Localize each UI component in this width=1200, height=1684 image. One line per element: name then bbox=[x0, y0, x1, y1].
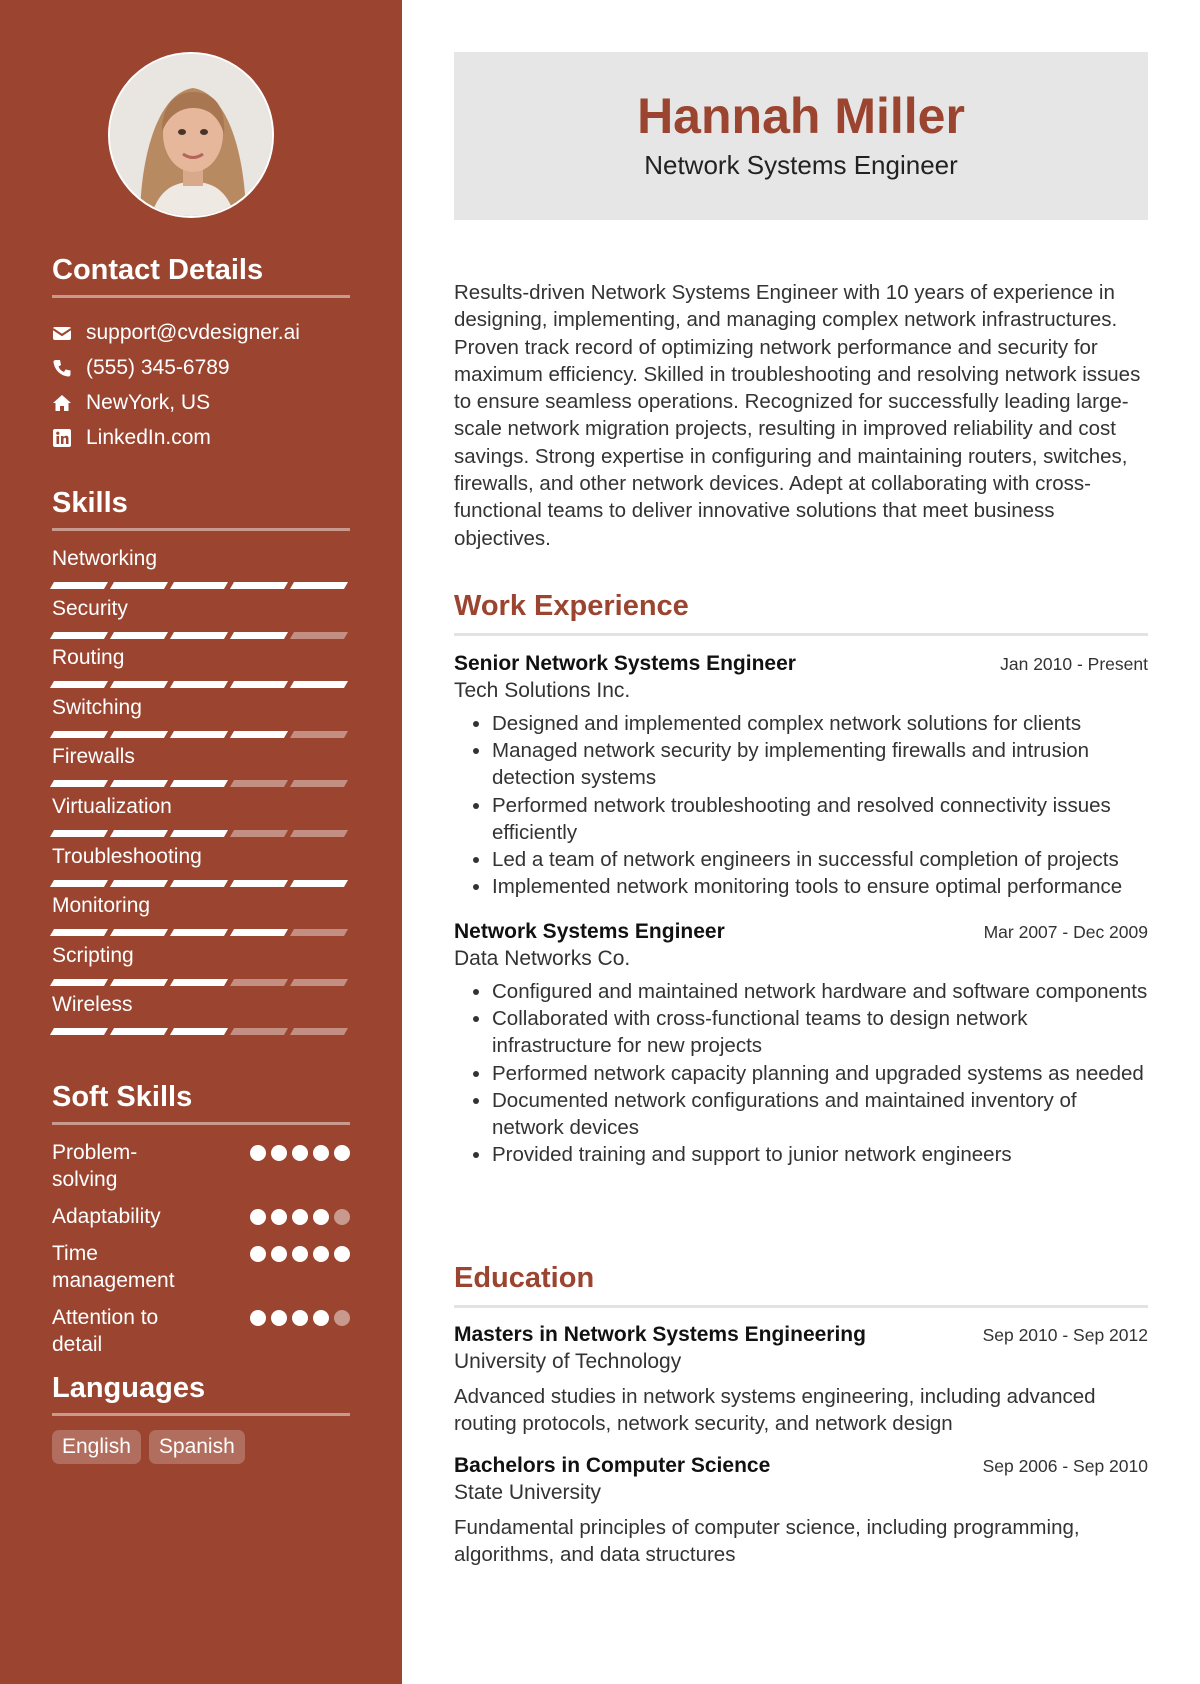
skill-level-segment bbox=[110, 880, 168, 887]
professional-summary: Results-driven Network Systems Engineer with 10 years of experience in designing, implementing, and managing complex network infrastructures. Proven track record of optimizing network performance and security for maximum efficiency. Skilled in troubleshooting and resolving network issues to ensure seamless operations. Recognized for successfully leading large-scale network migration projects, resulting in improved reliability and cost savings. Strong expertise in configuring and maintaining routers, switches, firewalls, and other network devices. Adept at collaborating with cross-functional teams to deliver innovative solutions that meet business objectives. bbox=[454, 281, 1141, 550]
skill-level-segment bbox=[290, 880, 348, 887]
envelope-icon bbox=[52, 323, 72, 343]
contact-email[interactable] bbox=[52, 315, 352, 350]
responsibility-item: • Designed and implemented complex network solutions for clients bbox=[492, 710, 1148, 737]
linkedin-icon bbox=[52, 428, 72, 448]
portrait-illustration bbox=[110, 54, 274, 218]
contact-list bbox=[52, 315, 352, 455]
skill-level-segment bbox=[230, 731, 288, 738]
soft-skill-item bbox=[52, 1139, 350, 1193]
skill-level-segment bbox=[50, 830, 108, 837]
skill-item bbox=[52, 744, 350, 794]
responsibility-item: • Implemented network monitoring tools to ensure optimal performance bbox=[492, 873, 1148, 900]
soft-skill-name: Adaptability bbox=[52, 1205, 161, 1228]
skill-level-segment bbox=[290, 780, 348, 787]
rating-dot bbox=[292, 1209, 308, 1225]
rating-dot bbox=[334, 1310, 350, 1326]
skill-level-segment bbox=[230, 880, 288, 887]
rating-dot bbox=[271, 1145, 287, 1161]
skill-level-segment bbox=[170, 780, 228, 787]
skill-name: Monitoring bbox=[52, 894, 151, 918]
skill-level-segment bbox=[290, 979, 348, 986]
skill-item bbox=[52, 695, 350, 745]
skill-level-segment bbox=[50, 582, 108, 589]
skill-level-bar bbox=[52, 681, 350, 688]
skill-level-segment bbox=[50, 880, 108, 887]
degree-title: Masters in Network Systems Engineering bbox=[454, 1323, 866, 1346]
skill-item bbox=[52, 794, 350, 844]
skills-list bbox=[52, 546, 350, 1042]
contact-linkedin[interactable] bbox=[52, 420, 352, 455]
education-heading: Education bbox=[454, 1261, 1148, 1308]
skill-level-segment bbox=[50, 632, 108, 639]
rating-dot bbox=[271, 1310, 287, 1326]
education-entry bbox=[454, 1452, 1148, 1568]
skill-level-segment bbox=[230, 929, 288, 936]
job-responsibilities bbox=[454, 710, 1148, 900]
responsibility-item: • Provided training and support to junior network engineers bbox=[492, 1141, 1148, 1168]
skill-level-bar bbox=[52, 780, 350, 787]
soft-skills-list bbox=[52, 1139, 350, 1368]
soft-skill-item bbox=[52, 1203, 350, 1230]
skill-level-bar bbox=[52, 830, 350, 837]
education-description: Advanced studies in network systems engineering, including advanced routing protocols, network security, and network design bbox=[454, 1385, 1096, 1436]
skill-name: Scripting bbox=[52, 943, 134, 967]
contact-linkedin-text: LinkedIn.com bbox=[86, 425, 211, 449]
skill-name: Troubleshooting bbox=[52, 844, 202, 868]
skill-name: Routing bbox=[52, 646, 125, 670]
contact-details-heading: Contact Details bbox=[52, 253, 350, 298]
skill-item bbox=[52, 844, 350, 894]
rating-dot bbox=[250, 1246, 266, 1262]
rating-dot bbox=[334, 1246, 350, 1262]
contact-phone-text: (555) 345-6789 bbox=[86, 355, 230, 379]
skill-level-segment bbox=[170, 632, 228, 639]
contact-location bbox=[52, 385, 352, 420]
skill-level-segment bbox=[230, 681, 288, 688]
soft-skills-heading: Soft Skills bbox=[52, 1080, 350, 1125]
education-entry bbox=[454, 1321, 1148, 1437]
rating-dot bbox=[250, 1145, 266, 1161]
skill-level-segment bbox=[290, 731, 348, 738]
skill-level-segment bbox=[230, 632, 288, 639]
skill-name: Switching bbox=[52, 695, 142, 719]
skill-level-segment bbox=[110, 681, 168, 688]
rating-dot bbox=[271, 1246, 287, 1262]
education-dates: Sep 2010 - Sep 2012 bbox=[982, 1325, 1148, 1345]
soft-skill-name: Attention to detail bbox=[52, 1306, 159, 1356]
rating-dot bbox=[271, 1209, 287, 1225]
skill-level-segment bbox=[110, 780, 168, 787]
skill-level-segment bbox=[50, 979, 108, 986]
phone-icon bbox=[52, 358, 72, 378]
skill-item bbox=[52, 596, 350, 646]
skill-level-bar bbox=[52, 582, 350, 589]
skill-level-bar bbox=[52, 880, 350, 887]
skill-level-segment bbox=[170, 731, 228, 738]
languages-list bbox=[52, 1430, 245, 1464]
soft-skill-rating bbox=[250, 1246, 350, 1262]
skill-level-segment bbox=[170, 830, 228, 837]
skill-name: Networking bbox=[52, 547, 158, 570]
contact-location-text: NewYork, US bbox=[86, 390, 211, 414]
skill-level-segment bbox=[230, 1028, 288, 1035]
rating-dot bbox=[313, 1209, 329, 1225]
skill-level-segment bbox=[290, 830, 348, 837]
rating-dot bbox=[313, 1310, 329, 1326]
skill-level-segment bbox=[110, 632, 168, 639]
soft-skill-rating bbox=[250, 1209, 350, 1225]
skill-level-segment bbox=[230, 780, 288, 787]
rating-dot bbox=[313, 1145, 329, 1161]
skill-level-segment bbox=[170, 979, 228, 986]
skill-level-segment bbox=[110, 929, 168, 936]
responsibility-item: • Led a team of network engineers in successful completion of projects bbox=[492, 846, 1148, 873]
work-experience-heading: Work Experience bbox=[454, 589, 1148, 636]
skill-level-segment bbox=[50, 929, 108, 936]
skill-level-segment bbox=[290, 929, 348, 936]
skill-item bbox=[52, 893, 350, 943]
skill-level-segment bbox=[50, 1028, 108, 1035]
skill-item bbox=[52, 645, 350, 695]
skill-item bbox=[52, 546, 350, 596]
skills-heading: Skills bbox=[52, 486, 350, 531]
contact-email-text: support@cvdesigner.ai bbox=[86, 320, 300, 344]
skill-level-segment bbox=[290, 681, 348, 688]
rating-dot bbox=[334, 1145, 350, 1161]
skill-level-segment bbox=[170, 929, 228, 936]
education-dates: Sep 2006 - Sep 2010 bbox=[982, 1456, 1148, 1476]
skill-level-segment bbox=[110, 582, 168, 589]
soft-skill-name: Time management bbox=[52, 1242, 175, 1292]
skill-level-segment bbox=[170, 1028, 228, 1035]
job-title: Senior Network Systems Engineer bbox=[454, 652, 796, 675]
job-responsibilities bbox=[454, 978, 1148, 1168]
skill-level-segment bbox=[50, 681, 108, 688]
soft-skill-item bbox=[52, 1240, 350, 1294]
soft-skill-rating bbox=[250, 1310, 350, 1326]
skill-item bbox=[52, 992, 350, 1042]
soft-skill-name: Problem-solving bbox=[52, 1141, 138, 1191]
job-dates: Mar 2007 - Dec 2009 bbox=[983, 922, 1148, 942]
rating-dot bbox=[292, 1145, 308, 1161]
skill-level-segment bbox=[170, 681, 228, 688]
name-header bbox=[454, 52, 1148, 220]
skill-level-segment bbox=[230, 830, 288, 837]
job-company: Tech Solutions Inc. bbox=[454, 679, 631, 702]
school-name: State University bbox=[454, 1481, 602, 1504]
candidate-name: Hannah Miller bbox=[637, 88, 965, 144]
skill-level-bar bbox=[52, 979, 350, 986]
language-tag: English bbox=[52, 1430, 141, 1464]
languages-heading: Languages bbox=[52, 1371, 350, 1416]
school-name: University of Technology bbox=[454, 1350, 682, 1373]
rating-dot bbox=[250, 1310, 266, 1326]
language-tag: Spanish bbox=[149, 1430, 245, 1464]
degree-title: Bachelors in Computer Science bbox=[454, 1454, 771, 1477]
skill-name: Security bbox=[52, 596, 128, 620]
candidate-title: Network Systems Engineer bbox=[644, 150, 958, 180]
skill-level-bar bbox=[52, 929, 350, 936]
contact-phone[interactable] bbox=[52, 350, 352, 385]
soft-skill-rating bbox=[250, 1145, 350, 1161]
skill-level-segment bbox=[170, 880, 228, 887]
responsibility-item: • Managed network security by implementing firewalls and intrusion detection systems bbox=[492, 737, 1148, 791]
skill-level-segment bbox=[110, 830, 168, 837]
skill-level-segment bbox=[50, 780, 108, 787]
skill-name: Wireless bbox=[52, 993, 133, 1017]
rating-dot bbox=[334, 1209, 350, 1225]
skill-level-segment bbox=[230, 582, 288, 589]
skill-item bbox=[52, 943, 350, 993]
job-entry bbox=[454, 918, 1148, 1168]
skill-level-segment bbox=[290, 582, 348, 589]
skill-level-segment bbox=[230, 979, 288, 986]
job-dates: Jan 2010 - Present bbox=[1000, 654, 1148, 674]
job-title: Network Systems Engineer bbox=[454, 920, 725, 943]
responsibility-item: • Documented network configurations and maintained inventory of network devices bbox=[492, 1087, 1148, 1141]
soft-skill-item bbox=[52, 1304, 350, 1358]
sidebar bbox=[0, 0, 402, 1684]
skill-name: Virtualization bbox=[52, 794, 172, 818]
job-company: Data Networks Co. bbox=[454, 947, 631, 970]
skill-level-segment bbox=[290, 1028, 348, 1035]
rating-dot bbox=[250, 1209, 266, 1225]
skill-level-segment bbox=[290, 632, 348, 639]
responsibility-item: • Configured and maintained network hardware and software components bbox=[492, 978, 1148, 1005]
rating-dot bbox=[292, 1246, 308, 1262]
responsibility-item: • Performed network capacity planning and upgraded systems as needed bbox=[492, 1060, 1148, 1087]
skill-level-segment bbox=[50, 731, 108, 738]
skill-level-bar bbox=[52, 632, 350, 639]
skill-level-segment bbox=[170, 582, 228, 589]
education-description: Fundamental principles of computer science, including programming, algorithms, and data structures bbox=[454, 1516, 1080, 1567]
profile-photo bbox=[108, 52, 274, 218]
skill-level-segment bbox=[110, 979, 168, 986]
responsibility-item: • Performed network troubleshooting and resolved connectivity issues efficiently bbox=[492, 792, 1148, 846]
skill-level-segment bbox=[110, 731, 168, 738]
skill-level-segment bbox=[110, 1028, 168, 1035]
job-entry bbox=[454, 650, 1148, 900]
home-icon bbox=[52, 393, 72, 413]
skill-name: Firewalls bbox=[52, 745, 135, 769]
rating-dot bbox=[292, 1310, 308, 1326]
skill-level-bar bbox=[52, 1028, 350, 1035]
skill-level-bar bbox=[52, 731, 350, 738]
rating-dot bbox=[313, 1246, 329, 1262]
responsibility-item: • Collaborated with cross-functional teams to design network infrastructure for new projects bbox=[492, 1005, 1148, 1059]
